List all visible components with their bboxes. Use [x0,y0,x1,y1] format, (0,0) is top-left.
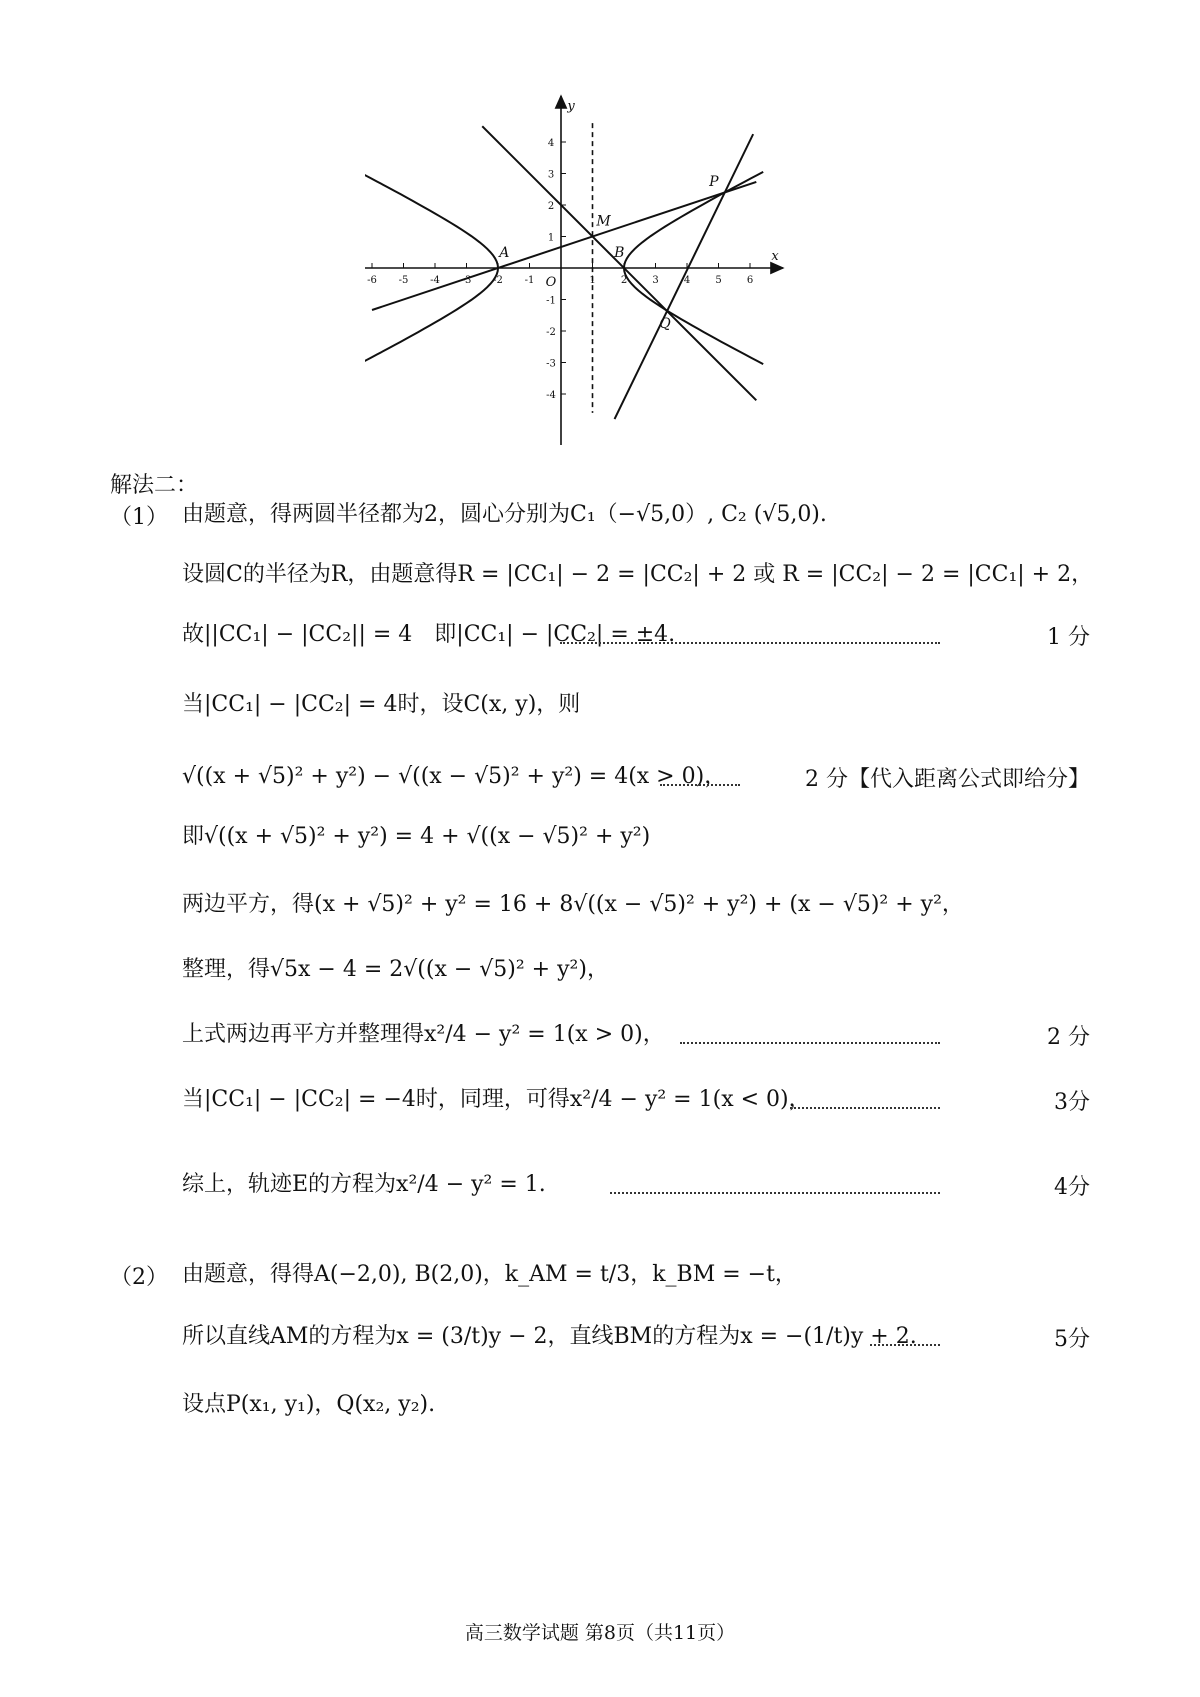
figure-svg [365,90,845,450]
line-9: 上式两边再平方并整理得x²/4 − y² = 1(x > 0)， [182,1022,665,1047]
y-tick-label: -2 [546,327,556,338]
line-BM [482,126,756,400]
axes [365,96,783,445]
page-footer: 高三数学试题 第8页（共11页） [464,1622,736,1644]
x-tick-label: -1 [524,275,535,286]
leader-dots [870,1344,940,1346]
line-12: 由题意，得得A(−2,0), B(2,0)，k_AM = t/3，k_BM = −t， [182,1262,797,1287]
curves [365,123,763,419]
x-tick-label: -2 [493,275,503,286]
point-M-label: M [596,213,611,230]
line-13: 所以直线AM的方程为x = (3/t)y − 2，直线BM的方程为x = −(1/t)y + 2. [182,1324,917,1349]
score-1: 1 分 [1047,625,1090,650]
y-tick-label: 4 [547,138,555,149]
line-7: 两边平方，得(x + √5)² + y² = 16 + 8√((x − √5)² + y²) + (x − √5)² + y²， [182,892,964,917]
x-tick-label: 5 [715,275,722,286]
x-tick-label: 4 [683,275,691,286]
x-tick-label: -6 [367,275,377,286]
part-2-label: （2） [110,1265,168,1290]
x-tick-label: 2 [620,275,628,286]
score-2a: 2 分【代入距离公式即给分】 [805,767,1090,792]
score-5: 5分 [1054,1327,1090,1352]
y-tick-label: 1 [547,232,555,244]
score-2b: 2 分 [1047,1025,1090,1050]
labels [367,99,779,401]
line-10: 当|CC₁| − |CC₂| = −4时，同理，可得x²/4 − y² = 1(x < 0)， [182,1087,811,1112]
y-tick-label: 3 [547,169,555,181]
x-tick-label: 3 [652,275,659,286]
x-axis-label: x [771,249,779,264]
x-tick-label: -3 [461,275,472,286]
line-14: 设点P(x₁, y₁)，Q(x₂, y₂). [182,1392,436,1417]
method-heading: 解法二： [110,473,199,498]
line-4: 当|CC₁| − |CC₂| = 4时，设C(x, y)，则 [182,692,581,717]
y-tick-label: 2 [547,201,555,212]
x-tick-label: -5 [398,275,409,286]
leader-dots [680,1042,940,1044]
x-tick-label: 1 [589,275,596,286]
point-B-label: B [614,244,625,261]
y-tick-label: -3 [546,358,556,370]
line-8: 整理，得√5x − 4 = 2√((x − √5)² + y²)， [182,957,609,982]
point-P-label: P [709,174,719,191]
leader-dots [610,1192,940,1194]
coordinate-figure [365,90,845,450]
leader-dots [660,784,740,786]
y-tick-label: -4 [546,390,556,401]
score-3: 3分 [1054,1090,1090,1115]
point-Q-label: Q [659,315,671,332]
point-A-label: A [499,244,510,261]
score-4: 4分 [1054,1175,1090,1200]
origin-label: O [545,275,557,290]
y-axis-label: y [567,99,575,114]
line-3: 故||CC₁| − |CC₂|| = 4 即|CC₁| − |CC₂| = ±4. [182,622,676,647]
part-1-label: （1） [110,505,168,530]
line-2: 设圆C的半径为R，由题意得R = |CC₁| − 2 = |CC₂| + 2 或 R = |CC₂| − 2 = |CC₁| + 2， [182,562,1094,587]
line-5: √((x + √5)² + y²) − √((x − √5)² + y²) = 4(x > 0)， [182,764,727,789]
x-tick-label: 6 [746,275,754,286]
line-6: 即√((x + √5)² + y²) = 4 + √((x − √5)² + y²) [182,824,651,849]
line-11: 综上，轨迹E的方程为x²/4 − y² = 1. [182,1172,546,1197]
leader-dots [560,642,940,644]
line-1: 由题意，得两圆半径都为2，圆心分别为C₁（−√5,0）, C₂ (√5,0). [182,502,827,527]
y-tick-label: -1 [546,295,556,307]
leader-dots [790,1107,940,1109]
x-tick-label: -4 [430,275,440,286]
